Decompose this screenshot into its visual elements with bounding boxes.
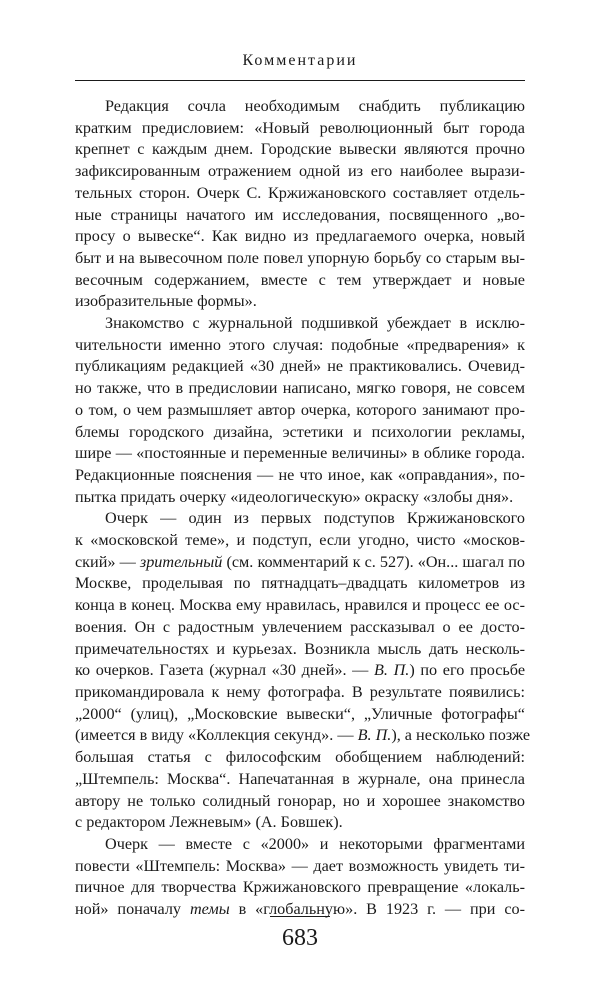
text-line: Очерк — вместе с «2000» и некоторыми фрагментами bbox=[105, 834, 525, 853]
text-line: о том, о чем размышляет автор очерка, которого занимают про- bbox=[75, 400, 525, 419]
text-line: блемы городского дизайна, эстетики и психологии рекламы, bbox=[75, 422, 525, 441]
text-run: ко очерков. Газета (журнал «30 дней». — bbox=[75, 661, 375, 680]
text-line: воения. Он с радостным увлечением рассказывал о ее досто- bbox=[75, 617, 525, 636]
text-line: но также, что в предисловии написано, мягко говоря, не совсем bbox=[75, 379, 525, 398]
text-line: быт и на вывесочном поле повел упорную борьбу со старым вы- bbox=[75, 248, 525, 267]
italic-initials: В. П. bbox=[374, 661, 410, 680]
body-text bbox=[75, 96, 531, 921]
text-run: ), а несколько позже bbox=[391, 726, 531, 745]
text-line bbox=[75, 552, 525, 574]
page-number: 683 bbox=[282, 925, 318, 951]
text-line: пичное для творчества Кржижановского превращение «локаль- bbox=[75, 878, 525, 897]
text-line: к «московской теме», и подступ, если угодно, чисто «москов- bbox=[75, 531, 525, 550]
text-line: зафиксированным отражением одной из его наиболее вырази- bbox=[75, 162, 525, 181]
text-run: ский» — bbox=[75, 552, 140, 571]
text-run: ) по его просьбе bbox=[409, 661, 525, 680]
text-line: кратким предисловием: «Новый революционный быт города bbox=[75, 118, 525, 137]
text-run: ной» поначалу bbox=[75, 900, 190, 919]
paragraph-2 bbox=[75, 313, 525, 508]
text-line: „Штемпель: Москва“. Напечатанная в журнале, она принесла bbox=[75, 769, 525, 788]
running-header: Комментарии bbox=[242, 52, 358, 69]
italic-term: зрительный bbox=[139, 552, 223, 571]
text-line: просу о вывеске“. Как видно из предлагаемого очерка, новый bbox=[75, 227, 525, 246]
text-line: Москве, проделывая по пятнадцать–двадцать километров из bbox=[75, 574, 525, 593]
footer-rule bbox=[270, 916, 330, 917]
text-line: тельных сторон. Очерк С. Кржижановского составляет отдель- bbox=[75, 183, 525, 202]
text-line: большая статья с философским обобщением наблюдений: bbox=[75, 748, 525, 767]
text-line: весочным содержанием, вместе с тем утверждает и новые bbox=[75, 270, 525, 289]
text-line bbox=[75, 899, 525, 921]
text-line: Очерк — один из первых подступов Кржижановского bbox=[105, 509, 525, 528]
text-line: с редактором Лежневым» (А. Бовшек). bbox=[75, 813, 343, 832]
text-line: Редакционные пояснения — не что иное, как «оправдания», по- bbox=[75, 465, 525, 484]
paragraph-1 bbox=[75, 96, 525, 313]
italic-term: темы bbox=[189, 900, 230, 919]
text-line: повести «Штемпель: Москва» — дает возможность увидеть ти- bbox=[75, 856, 525, 875]
text-run: в «глобальную». В 1923 г. — при со- bbox=[229, 900, 526, 919]
text-line: Редакция сочла необходимым снабдить публикацию bbox=[105, 97, 525, 115]
text-line: ные страницы начатого им исследования, посвященного „во- bbox=[75, 205, 525, 224]
paragraph-3 bbox=[75, 508, 531, 834]
text-line: чительности именно этого случая: подобные «предварения» к bbox=[75, 335, 525, 354]
text-run: (имеется в виду «Коллекция секунд». — bbox=[75, 726, 358, 745]
text-line: примечательностях и курьезах. Возникла мысль дать несколь- bbox=[75, 639, 525, 658]
text-line bbox=[75, 660, 525, 682]
header-rule bbox=[75, 80, 525, 81]
text-line: изобразительные формы». bbox=[75, 292, 257, 311]
text-line: шире — «постоянные и переменные величины» в облике города. bbox=[75, 444, 525, 463]
text-line: конца в конец. Москва ему нравилась, нравился и процесс ее ос- bbox=[75, 596, 525, 615]
text-line bbox=[75, 725, 531, 747]
text-line: публикациям редакцией «30 дней» не практиковались. Очевид- bbox=[75, 357, 525, 376]
paragraph-4 bbox=[75, 834, 525, 921]
text-line: прикомандировала к нему фотографа. В результате появились: bbox=[75, 682, 525, 701]
text-line: Знакомство с журнальной подшивкой убеждает в исклю- bbox=[105, 314, 525, 333]
text-line: пытка придать очерку «идеологическую» окраску «злобы дня». bbox=[75, 487, 514, 506]
italic-initials: В. П. bbox=[357, 726, 392, 745]
text-run: (см. комментарий к с. 527). «Он... шагал по bbox=[222, 552, 525, 571]
text-line: крепнет с каждым днем. Городские вывески являются прочно bbox=[75, 140, 525, 159]
text-line: „2000“ (улиц), „Московские вывески“, „Уличные фотографы“ bbox=[75, 704, 525, 723]
text-line: автору не только солидный гонорар, но и хорошее знакомство bbox=[75, 791, 525, 810]
